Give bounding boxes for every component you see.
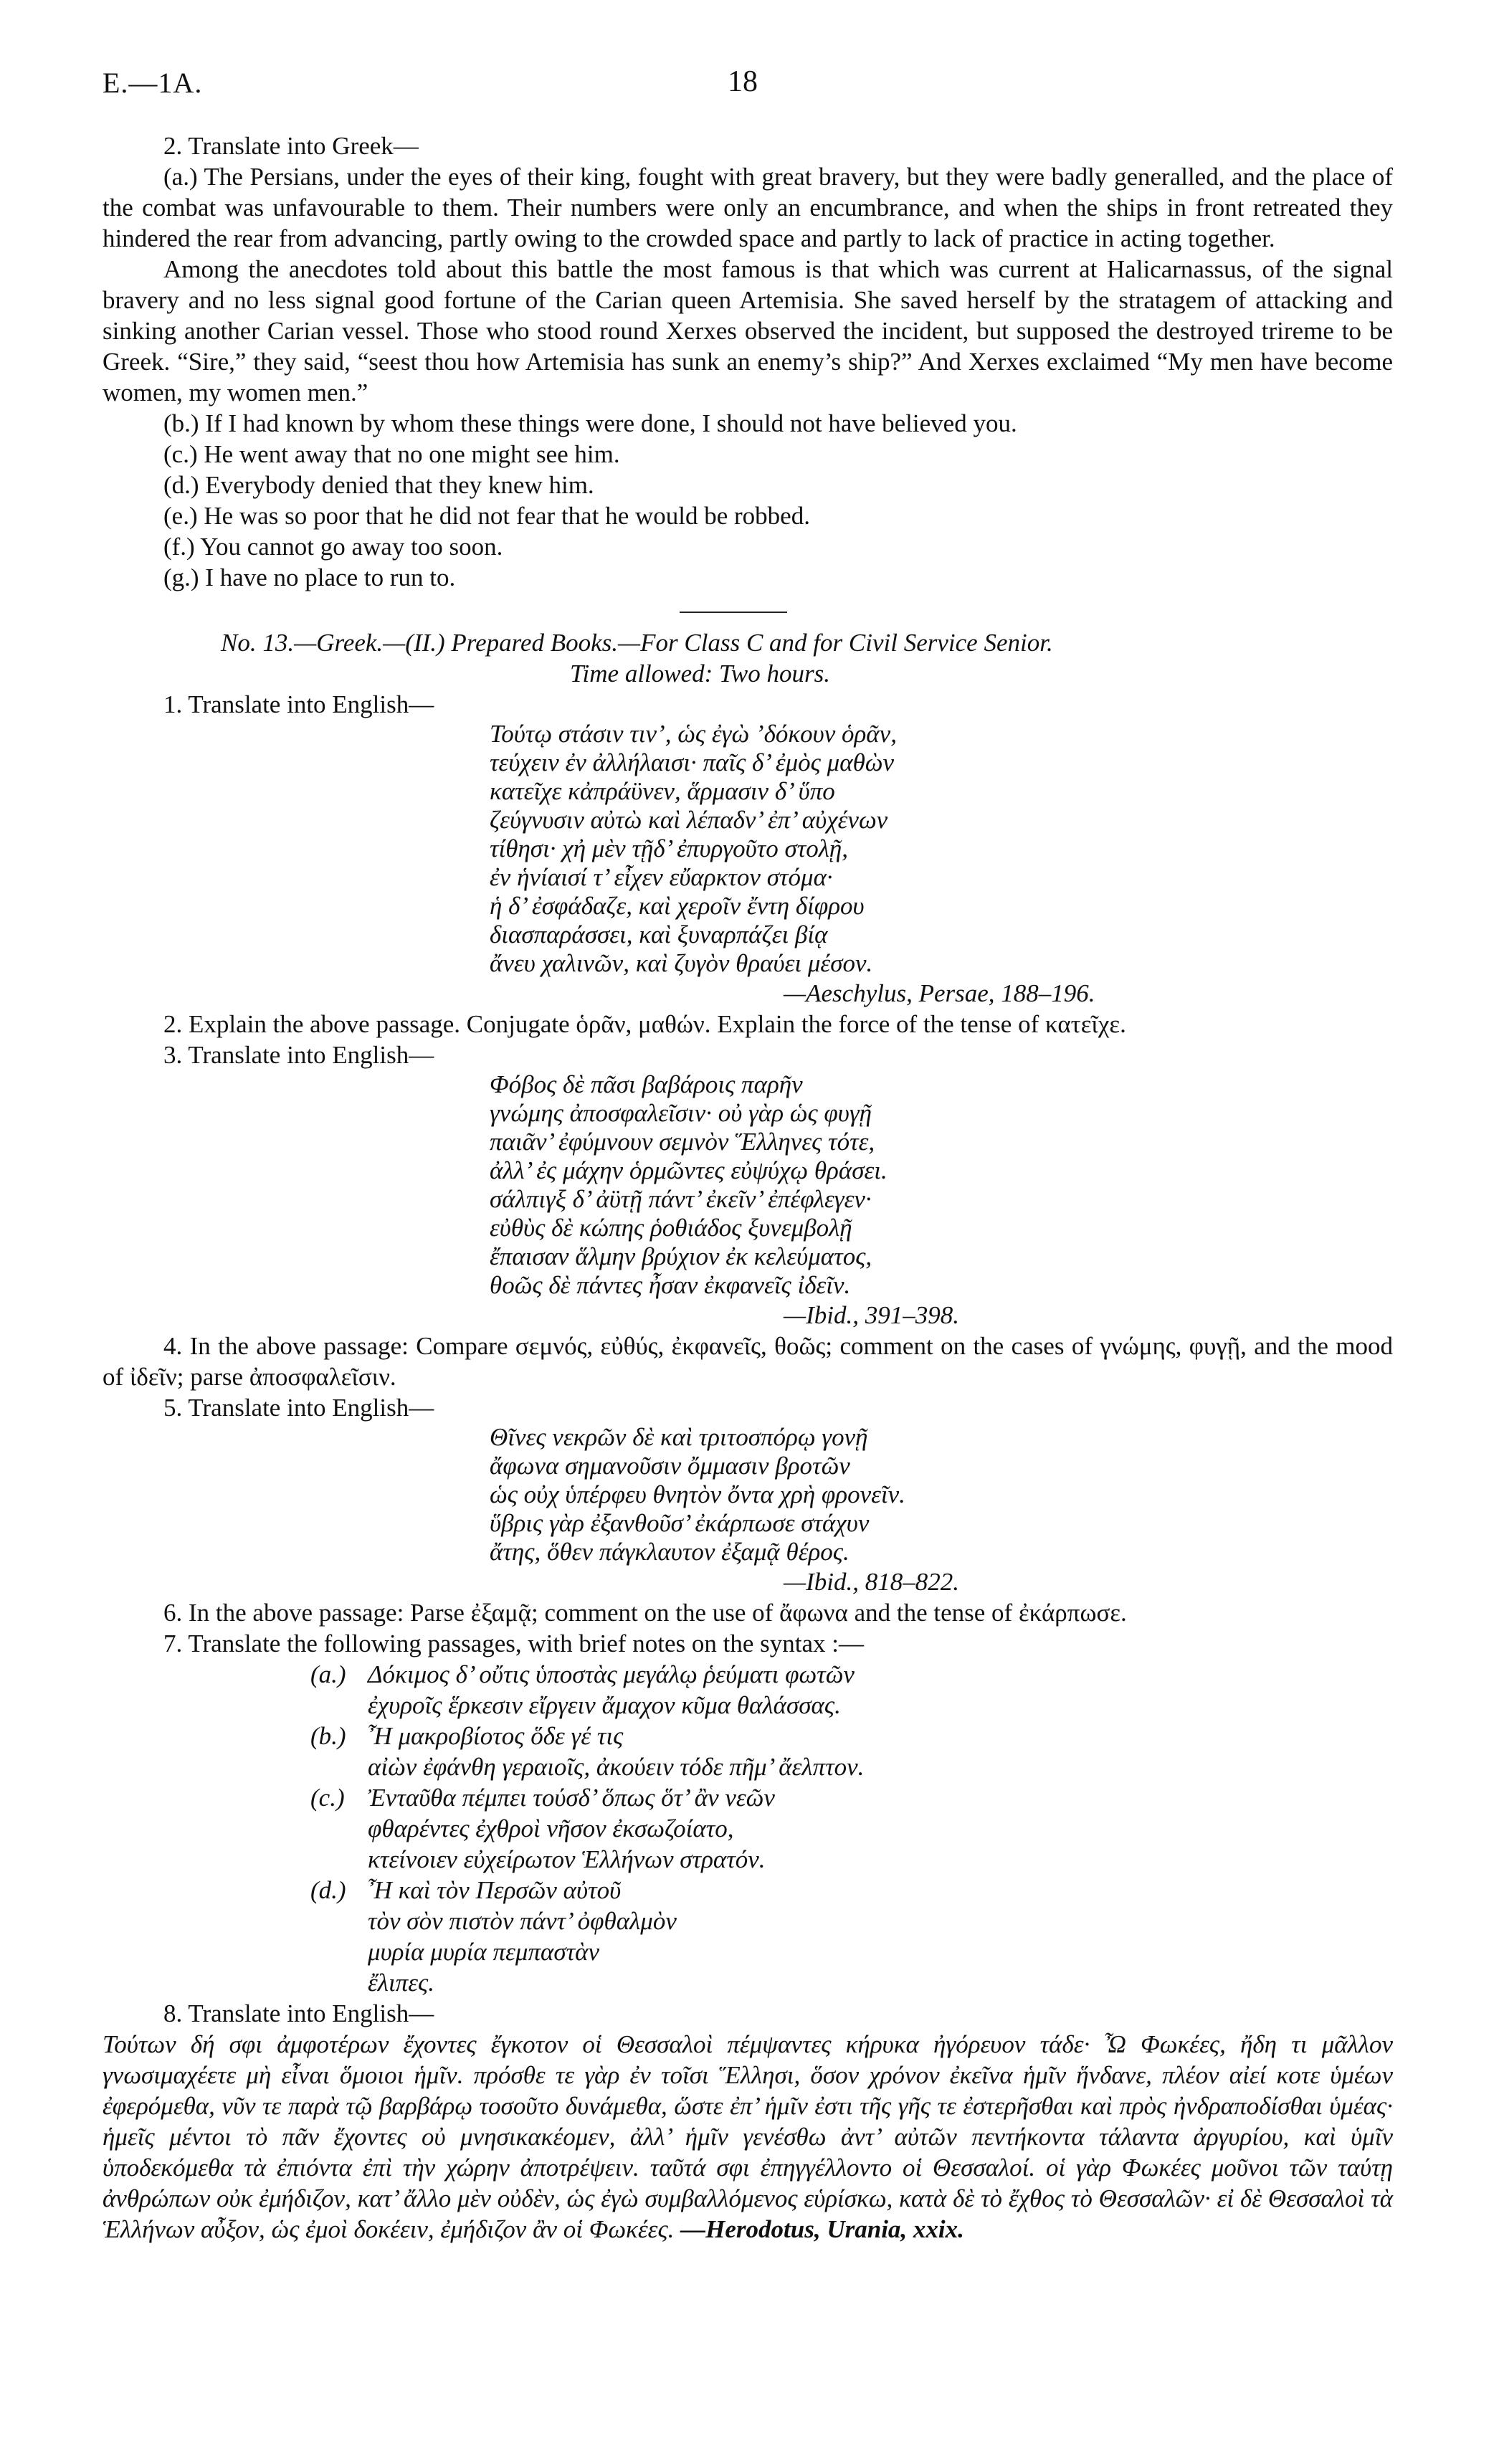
verse-line: Δόκιμος δ’ οὔτις ὑποστὰς μεγάλῳ ῥεύματι φωτῶν xyxy=(368,1660,855,1688)
verse-line: γνώμης ἀποσφαλεῖσιν· οὐ γὰρ ὡς φυγῇ xyxy=(490,1099,872,1127)
verse-line: διασπαράσσει, καὶ ξυναρπάζει βίᾳ xyxy=(490,921,828,948)
page-number: 18 xyxy=(728,65,758,98)
verse-line: ζεύγνυσιν αὐτὼ καὶ λέπαδν’ ἐπ’ αὐχένων xyxy=(490,806,888,834)
sentence-g: (g.) I have no place to run to. xyxy=(163,563,456,591)
document-reference: E.—1A. xyxy=(103,67,203,99)
passage-label: (d.) xyxy=(310,1876,346,1904)
passage-label: (a.) xyxy=(310,1660,346,1688)
passage-7d xyxy=(310,1875,1393,1998)
verse-line: σάλπιγξ δ’ ἀϋτῇ πάντ’ ἐκεῖν’ ἐπέφλεγεν· xyxy=(490,1185,872,1213)
verse-line: ἔλιπες. xyxy=(368,1969,434,1997)
verse-line: θοῶς δὲ πάντες ἦσαν ἐκφανεῖς ἰδεῖν. xyxy=(490,1271,851,1299)
passage-a-paragraph-2: Among the anecdotes told about this battle the most famous is that which was current at Halicarnassus, of the signal bravery and no less signal good fortune of the Carian queen Artemisia. She saved herself by the stratagem of attacking and sinking another Carian vessel. Those who stood round Xerxes observed the incident, but supposed the destroyed trireme to be Greek. “Sire,” they said, “seest thou how Artemisia has sunk an enemy’s ship?” And Xerxes exclaimed “My men have become women, my women men.” xyxy=(103,255,1393,406)
verse-line: ὡς οὐχ ὑπέρφευ θνητὸν ὄντα χρὴ φρονεῖν. xyxy=(490,1480,905,1508)
verse-line: τὸν σὸν πιστὸν πάντ’ ὀφθαλμὸν xyxy=(368,1907,677,1935)
passage-a-paragraph-1: (a.) The Persians, under the eyes of their king, fought with great bravery, but they were badly generalled, and the place of the combat was unfavourable to them. Their numbers were only an encumbrance, and when the ships in front retreated they hindered the rear from advancing, partly owing to the crowded space and partly to lack of practice in acting together. xyxy=(103,163,1393,252)
section-heading: No. 13.—Greek.—(II.) Prepared Books.—For Class C and for Civil Service Senior. xyxy=(221,629,1053,657)
question-2-title: 2. Translate into Greek— xyxy=(163,132,419,160)
verse-line: ἄνευ χαλινῶν, καὶ ζυγὸν θραύει μέσον. xyxy=(490,949,873,977)
sentence-d: (d.) Everybody denied that they knew him. xyxy=(163,471,594,499)
verse-line: παιᾶν’ ἐφύμνουν σεμνὸν Ἕλληνες τότε, xyxy=(490,1128,875,1156)
verse-line: ὕβρις γὰρ ἐξανθοῦσ’ ἐκάρπωσε στάχυν xyxy=(490,1509,870,1537)
verse-line: ἄφωνα σημανοῦσιν ὄμμασιν βροτῶν xyxy=(490,1452,850,1480)
verse-line: κτείνοιεν εὐχείρωτον Ἑλλήνων στρατόν. xyxy=(368,1845,766,1873)
question-6: 6. In the above passage: Parse ἐξαμᾷ; comment on the use of ἄφωνα and the tense of ἐκάρπωσε. xyxy=(163,1599,1127,1627)
verse-line: ἐν ἡνίαισί τ’ εἶχεν εὔαρκτον στόμα· xyxy=(490,863,833,891)
sentence-f: (f.) You cannot go away too soon. xyxy=(163,533,503,561)
verse-line: εὐθὺς δὲ κώπης ῥοθιάδος ξυνεμβολῇ xyxy=(490,1214,852,1242)
verse-line: τεύχειν ἐν ἀλλήλαισι· παῖς δ’ ἐμὸς μαθὼν xyxy=(490,748,895,776)
passage-7a xyxy=(310,1659,1393,1721)
passage-7c xyxy=(310,1782,1393,1875)
verse-line: Ἦ μακροβίοτος ὅδε γέ τις xyxy=(368,1722,624,1750)
question-7-title: 7. Translate the following passages, with brief notes on the syntax :— xyxy=(163,1630,864,1657)
verse-line: Τούτῳ στάσιν τιν’, ὡς ἐγὼ ’δόκουν ὁρᾶν, xyxy=(490,720,897,748)
greek-passage-5 xyxy=(103,1423,1393,1566)
verse-line: Θῖνες νεκρῶν δὲ καὶ τριτοσπόρῳ γονῇ xyxy=(490,1423,868,1451)
question-8-title: 8. Translate into English— xyxy=(163,1999,434,2027)
verse-line: μυρία μυρία πεμπαστὰν xyxy=(368,1938,600,1966)
passage-7b xyxy=(310,1721,1393,1782)
verse-line: Ἐνταῦθα πέμπει τούσδ’ ὅπως ὅτ’ ἂν νεῶν xyxy=(368,1784,775,1812)
question-4: 4. In the above passage: Compare σεμνός, εὐθύς, ἐκφανεῖς, θοῶς; comment on the cases of γνώμης, φυγῇ, and the mood of ἰδεῖν; parse ἀποσφαλεῖσιν. xyxy=(103,1332,1393,1391)
section-divider xyxy=(680,612,787,613)
time-allowed: Time allowed: Two hours. xyxy=(570,660,831,688)
source-citation-3: —Ibid., 391–398. xyxy=(784,1301,959,1329)
verse-line: ἡ δ’ ἐσφάδαζε, καὶ χεροῖν ἔντη δίφρου xyxy=(490,892,865,920)
question-3-title: 3. Translate into English— xyxy=(163,1041,434,1069)
verse-line: φθαρέντες ἐχθροὶ νῆσον ἐκσωζοίατο, xyxy=(368,1814,734,1842)
passage-label: (b.) xyxy=(310,1722,346,1750)
verse-line: ἀλλ’ ἐς μάχην ὁρμῶντες εὐψύχῳ θράσει. xyxy=(490,1156,887,1184)
sentence-c: (c.) He went away that no one might see him. xyxy=(163,440,620,468)
greek-passage-1 xyxy=(103,720,1393,978)
verse-line: Φόβος δὲ πᾶσι βαβάροις παρῆν xyxy=(490,1070,803,1098)
page-body xyxy=(103,130,1393,2245)
verse-line: κατεῖχε κἀπράϋνεν, ἅρμασιν δ’ ὕπο xyxy=(490,777,835,805)
source-citation-1: —Aeschylus, Persae, 188–196. xyxy=(784,979,1095,1007)
sentence-b: (b.) If I had known by whom these things were done, I should not have believed you. xyxy=(163,409,1017,437)
source-citation-5: —Ibid., 818–822. xyxy=(784,1568,959,1596)
greek-prose-passage xyxy=(103,2029,1393,2245)
passage-label: (c.) xyxy=(310,1784,345,1812)
verse-line: ἔπαισαν ἅλμην βρύχιον ἐκ κελεύματος, xyxy=(490,1242,872,1270)
question-7-passages xyxy=(103,1659,1393,1998)
verse-line: ἐχυροῖς ἕρκεσιν εἴργειν ἄμαχον κῦμα θαλάσσας. xyxy=(368,1691,841,1719)
verse-line: αἰὼν ἐφάνθη γεραιοῖς, ἀκούειν τόδε πῆμ’ ἄελπτον. xyxy=(368,1753,865,1781)
question-2: 2. Explain the above passage. Conjugate ὁρᾶν, μαθών. Explain the force of the tense of κατεῖχε. xyxy=(163,1010,1126,1038)
source-citation-8: —Herodotus, Urania, xxix. xyxy=(680,2215,964,2243)
verse-line: τίθησι· χἠ μὲν τῇδ’ ἐπυργοῦτο στολῇ, xyxy=(490,834,849,862)
question-5-title: 5. Translate into English— xyxy=(163,1394,434,1422)
greek-passage-3 xyxy=(103,1070,1393,1300)
sentence-e: (e.) He was so poor that he did not fear that he would be robbed. xyxy=(163,502,810,530)
question-1-title: 1. Translate into English— xyxy=(163,690,434,718)
prose-text: Τούτων δή σφι ἀμφοτέρων ἔχοντες ἔγκοτον οἱ Θεσσαλοὶ πέμψαντες κήρυκα ἠγόρευον τάδε· Ὦ Φωκέες, ἤδη τι μᾶλλον γνωσιμαχέετε μὴ εἶναι ὅμοιοι ἡμῖν. πρόσθε τε γὰρ ἐν τοῖσι Ἕλλησι, ὅσον χρόνον ἐκεῖνα ἡμῖν ἥνδανε, πλέον αἰεί κοτε ὑμέων ἐφερόμεθα, νῦν τε παρὰ τῷ βαρβάρῳ τοσοῦτο δυνάμεθα, ὥστε ἐπ’ ἡμῖν ἐστι τῆς γῆς τε ἐστερῆσθαι καὶ πρὸς ἠνδραποδίσθαι ὑμέας· ἡμεῖς μέντοι τὸ πᾶν ἔχοντες οὐ μνησικακέομεν, ἀλλ’ ἡμῖν γενέσθω ἀντ’ αὐτῶν πεντήκοντα τάλαντα ἀργυρίου, καὶ ὑμῖν ὑποδεκόμεθα τὰ ἐπιόντα ἐπὶ τὴν χώρην ἀποτρέψειν. ταῦτά σφι ἐπηγγέλλοντο οἱ Θεσσαλοί. οἱ γὰρ Φωκέες μοῦνοι τῶν ταύτῃ ἀνθρώπων οὐκ ἐμήδιζον, κατ’ ἄλλο μὲν οὐδὲν, ὡς ἐγὼ συμβαλλόμενος εὑρίσκω, κατὰ δὲ τὸ ἔχθος τὸ Θεσσαλῶν· εἰ δὲ Θεσσαλοὶ τὰ Ἑλλήνων αὖξον, ὡς ἐμοὶ δοκέειν, ἐμήδιζον ἂν οἱ Φωκέες. xyxy=(103,2030,1393,2243)
verse-line: ἄτης, ὅθεν πάγκλαυτον ἐξαμᾷ θέρος. xyxy=(490,1538,850,1566)
verse-line: Ἦ καὶ τὸν Περσῶν αὐτοῦ xyxy=(368,1876,622,1904)
